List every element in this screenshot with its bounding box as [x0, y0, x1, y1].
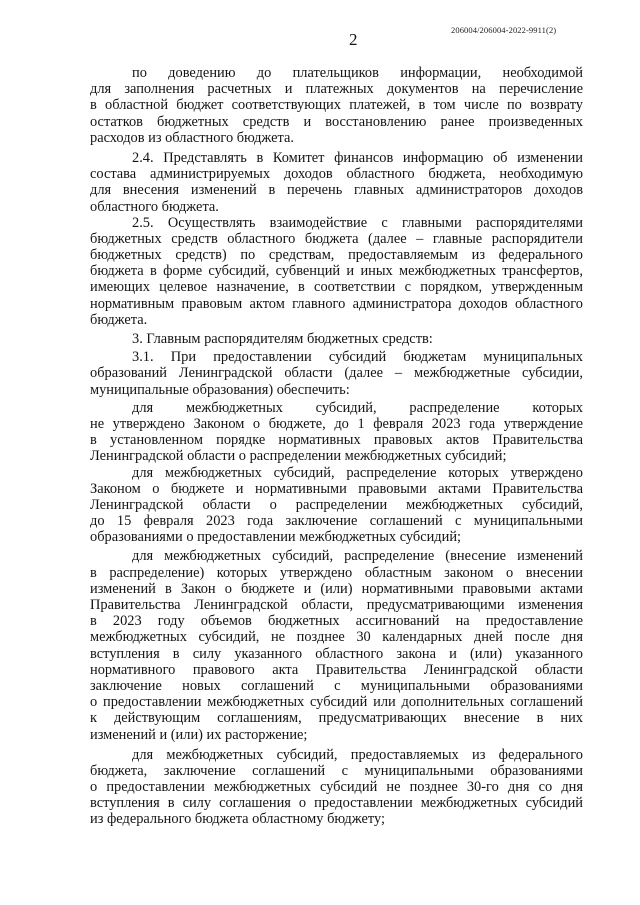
text-line: по доведению до плательщиков информации, необходимой: [132, 65, 583, 81]
paragraph-subsidies-amendments: [90, 548, 583, 742]
text-line: 3. Главным распорядителям бюджетных средств:: [132, 331, 433, 347]
text-line: для межбюджетных субсидий, распределение которых утверждено: [132, 464, 583, 481]
text-line: о предоставлении межбюджетных субсидий или дополнительных соглашений: [90, 694, 583, 711]
text-line: образований Ленинградской области (далее – межбюджетные субсидии,: [90, 365, 583, 382]
text-line: бюджетных средств областного бюджета (далее – главные распорядители: [90, 230, 583, 247]
paragraph-2-5: [90, 215, 583, 328]
text-line: муниципальные образования) обеспечить:: [90, 381, 350, 398]
paragraph-subsidies-not-approved: [90, 400, 583, 465]
text-line: нормативным правовым актом главного администратора доходов областного: [90, 295, 583, 312]
text-line: остатков бюджетных средств и восстановлению ранее произведенных: [90, 113, 583, 130]
paragraph-continuation: [90, 65, 583, 146]
text-line: расходов из областного бюджета.: [90, 129, 294, 146]
page-number: 2: [349, 30, 358, 49]
text-line: для межбюджетных субсидий, распределение (внесение изменений: [132, 548, 583, 565]
text-line: бюджета в форме субсидий, субвенций и иных межбюджетных трансфертов,: [90, 263, 583, 280]
text-line: для межбюджетных субсидий, предоставляемых из федерального: [132, 746, 583, 763]
text-line: образованиями о предоставлении межбюджетных субсидий;: [90, 529, 462, 546]
text-line: вступления в силу указанного областного закона и (или) указанного: [90, 645, 583, 662]
text-line: Законом о бюджете и нормативными правовыми актами Правительства: [90, 480, 583, 497]
paragraph-2-4: [90, 150, 583, 215]
text-line: бюджета, заключение соглашений с муниципальными образованиями: [90, 762, 583, 779]
text-line: Ленинградской области о распределении межбюджетных субсидий;: [90, 448, 507, 465]
text-line: о предоставлении межбюджетных субсидий не позднее 30-го дня со дня: [90, 779, 583, 796]
paragraph-3-heading: [90, 331, 583, 347]
text-line: бюджета.: [90, 311, 148, 328]
text-line: Правительства Ленинградской области, предусматривающими изменения: [90, 597, 583, 613]
text-line: 2.5. Осуществлять взаимодействие с главными распорядителями: [132, 214, 583, 231]
text-line: изменений и (или) их расторжение;: [90, 726, 308, 743]
text-line: нормативного правового акта Правительства Ленинградской области: [90, 661, 583, 678]
text-line: в 2023 году объемов бюджетных ассигнований на предоставление: [90, 613, 583, 630]
text-line: для межбюджетных субсидий, распределение которых: [132, 399, 583, 416]
text-line: для внесения изменений в перечень главных администраторов доходов: [90, 182, 583, 199]
text-line: 3.1. При предоставлении субсидий бюджетам муниципальных: [132, 349, 583, 366]
text-line: областного бюджета.: [90, 198, 219, 215]
text-line: для заполнения расчетных и платежных документов на перечисление: [90, 81, 583, 98]
text-line: имеющих целевое назначение, в соответствии с порядком, утвержденным: [90, 279, 583, 296]
text-line: к действующим соглашениям, предусматривающих внесение в них: [90, 710, 583, 727]
text-line: изменений в Закон о бюджете и (или) нормативными правовыми актами: [90, 580, 583, 597]
text-line: в областной бюджет соответствующих платежей, в том числе по возврату: [90, 97, 583, 114]
text-line: бюджетных средств) по средствам, предоставляемым из федерального: [90, 247, 583, 264]
text-line: из федерального бюджета областному бюджету;: [90, 811, 385, 828]
text-line: вступления в силу соглашения о предоставлении межбюджетных субсидий: [90, 795, 583, 812]
text-line: не утверждено Законом о бюджете, до 1 февраля 2023 года утверждение: [90, 415, 583, 432]
text-line: состава администрируемых доходов областного бюджета, необходимую: [90, 166, 583, 183]
text-line: межбюджетных субсидий, не позднее 30 календарных дней после дня: [90, 629, 583, 646]
text-line: до 15 февраля 2023 года заключение соглашений с муниципальными: [90, 513, 583, 530]
paragraph-subsidies-federal: [90, 747, 583, 828]
paragraph-subsidies-approved: [90, 465, 583, 546]
text-line: Ленинградской области о распределении межбюджетных субсидий,: [90, 496, 583, 513]
text-line: в распределение) которых утверждено областным законом о внесении: [90, 564, 583, 581]
paragraph-3-1: [90, 349, 583, 398]
document-registration-number: 206004/206004-2022-9911(2): [451, 25, 557, 35]
text-line: 2.4. Представлять в Комитет финансов информацию об изменении: [132, 149, 583, 166]
text-line: заключение новых соглашений с муниципальными образованиями: [90, 677, 583, 694]
document-body: [90, 65, 583, 828]
text-line: в установленном порядке нормативных правовых актов Правительства: [90, 432, 583, 449]
